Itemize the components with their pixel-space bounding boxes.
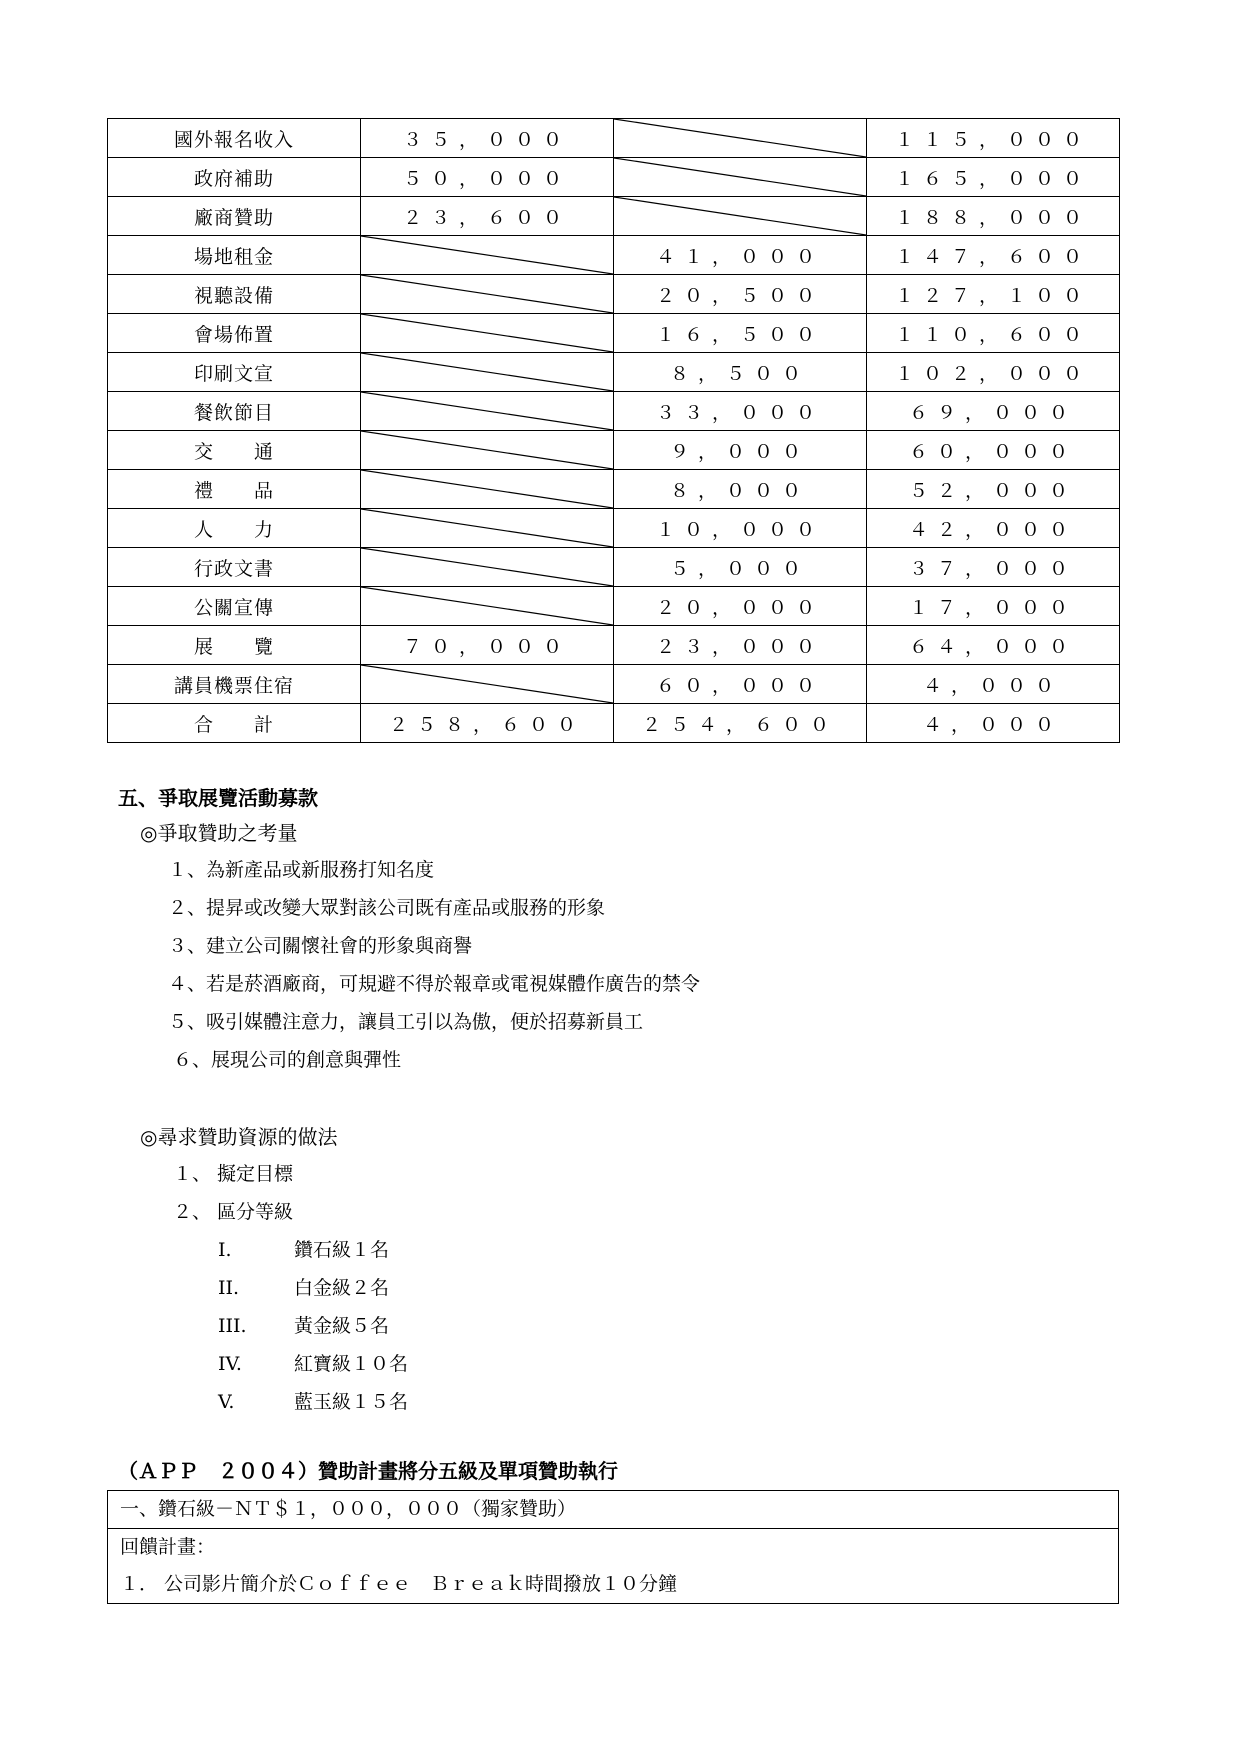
sponsorship-level-heading: 一、鑽石級－ＮＴ＄１，０００，０００（獨家贊助）	[120, 1498, 577, 1520]
budget-expense-cell: ２０，０００	[614, 587, 867, 626]
slash-mark	[361, 353, 613, 391]
budget-item-cell: 政府補助	[108, 158, 361, 197]
budget-balance-cell: １０２，０００	[867, 353, 1120, 392]
level-number: V.	[218, 1391, 235, 1413]
budget-income-cell: ３５，０００	[361, 119, 614, 158]
budget-row	[108, 431, 1120, 470]
budget-row	[108, 119, 1120, 158]
feedback-plan-item: １． 公司影片簡介於Ｃｏｆｆｅｅ Ｂｒｅａｋ時間撥放１０分鐘	[120, 1573, 678, 1595]
budget-row	[108, 587, 1120, 626]
budget-income-cell	[361, 392, 614, 431]
budget-balance-cell: ６０，０００	[867, 431, 1120, 470]
budget-row	[108, 314, 1120, 353]
level-item	[218, 1387, 408, 1414]
level-label: 鑽石級１名	[294, 1239, 390, 1261]
budget-table-body	[108, 119, 1120, 743]
consideration-item: ５、吸引媒體注意力，讓員工引以為傲，便於招募新員工	[168, 1011, 644, 1033]
budget-item-cell: 講員機票住宿	[108, 665, 361, 704]
sponsorship-title: （ＡＰＰ ２００４）贊助計畫將分五級及單項贊助執行	[118, 1459, 618, 1483]
budget-expense-cell: ６０，０００	[614, 665, 867, 704]
slash-mark	[614, 158, 866, 196]
budget-balance-cell: ４，０００	[867, 665, 1120, 704]
budget-item-cell: 交 通	[108, 431, 361, 470]
budget-balance-cell: ５２，０００	[867, 470, 1120, 509]
budget-expense-cell	[614, 158, 867, 197]
consideration-item: ４、若是菸酒廠商，可規避不得於報章或電視媒體作廣告的禁令	[168, 973, 701, 995]
level-item	[218, 1349, 408, 1376]
budget-income-cell: ５０，０００	[361, 158, 614, 197]
budget-row	[108, 704, 1120, 743]
methods-heading: ◎尋求贊助資源的做法	[140, 1125, 338, 1149]
level-number: III.	[218, 1315, 247, 1337]
budget-balance-cell: １７，０００	[867, 587, 1120, 626]
budget-balance-cell: ６９，０００	[867, 392, 1120, 431]
budget-expense-cell: ２５４，６００	[614, 704, 867, 743]
budget-balance-cell: １１０，６００	[867, 314, 1120, 353]
slash-mark	[614, 197, 866, 235]
budget-table	[107, 118, 1120, 743]
budget-row	[108, 665, 1120, 704]
budget-balance-cell: １６５，０００	[867, 158, 1120, 197]
budget-expense-cell	[614, 119, 867, 158]
budget-expense-cell: ２０，５００	[614, 275, 867, 314]
slash-mark	[361, 509, 613, 547]
budget-income-cell: ７０，０００	[361, 626, 614, 665]
budget-balance-cell: ４，０００	[867, 704, 1120, 743]
budget-expense-cell: ４１，０００	[614, 236, 867, 275]
budget-income-cell	[361, 314, 614, 353]
budget-row	[108, 353, 1120, 392]
budget-expense-cell: １０，０００	[614, 509, 867, 548]
section-title: 五、爭取展覽活動募款	[118, 786, 318, 810]
slash-mark	[361, 665, 613, 703]
budget-item-cell: 展 覽	[108, 626, 361, 665]
level-number: I.	[218, 1239, 232, 1261]
level-label: 紅寶級１０名	[294, 1353, 409, 1375]
consideration-item: ６、展現公司的創意與彈性	[173, 1049, 402, 1071]
consideration-item: １、為新產品或新服務打知名度	[168, 859, 435, 881]
budget-item-cell: 合 計	[108, 704, 361, 743]
budget-expense-cell: ５，０００	[614, 548, 867, 587]
budget-row	[108, 158, 1120, 197]
budget-item-cell: 國外報名收入	[108, 119, 361, 158]
budget-item-cell: 廠商贊助	[108, 197, 361, 236]
budget-item-cell: 行政文書	[108, 548, 361, 587]
budget-row	[108, 548, 1120, 587]
slash-mark	[361, 587, 613, 625]
budget-expense-cell: ２３，０００	[614, 626, 867, 665]
method-item: ２、 區分等級	[173, 1201, 294, 1223]
slash-mark	[361, 431, 613, 469]
budget-item-cell: 人 力	[108, 509, 361, 548]
budget-row	[108, 392, 1120, 431]
budget-row	[108, 275, 1120, 314]
budget-balance-cell: ６４，０００	[867, 626, 1120, 665]
slash-mark	[614, 119, 866, 157]
budget-income-cell	[361, 470, 614, 509]
slash-mark	[361, 236, 613, 274]
budget-row	[108, 509, 1120, 548]
slash-mark	[361, 470, 613, 508]
feedback-plan-label: 回饋計畫：	[108, 1528, 1118, 1566]
budget-item-cell: 印刷文宣	[108, 353, 361, 392]
level-label: 白金級２名	[294, 1277, 390, 1299]
budget-balance-cell: ４２，０００	[867, 509, 1120, 548]
budget-expense-cell: ９，０００	[614, 431, 867, 470]
budget-item-cell: 場地租金	[108, 236, 361, 275]
level-label: 黃金級５名	[294, 1315, 390, 1337]
level-number: IV.	[218, 1353, 242, 1375]
budget-income-cell	[361, 548, 614, 587]
budget-item-cell: 禮 品	[108, 470, 361, 509]
budget-item-cell: 會場佈置	[108, 314, 361, 353]
budget-balance-cell: ３７，０００	[867, 548, 1120, 587]
consideration-item: ２、提昇或改變大眾對該公司既有產品或服務的形象	[168, 897, 606, 919]
budget-row	[108, 470, 1120, 509]
budget-row	[108, 197, 1120, 236]
budget-income-cell	[361, 353, 614, 392]
budget-item-cell: 餐飲節目	[108, 392, 361, 431]
budget-expense-cell	[614, 197, 867, 236]
budget-income-cell	[361, 236, 614, 275]
slash-mark	[361, 392, 613, 430]
budget-balance-cell: １２７，１００	[867, 275, 1120, 314]
budget-row	[108, 236, 1120, 275]
budget-item-cell: 視聽設備	[108, 275, 361, 314]
budget-balance-cell: １４７，６００	[867, 236, 1120, 275]
level-number: II.	[218, 1277, 240, 1299]
budget-item-cell: 公關宣傳	[108, 587, 361, 626]
slash-mark	[361, 314, 613, 352]
consideration-item: ３、建立公司關懷社會的形象與商譽	[168, 935, 473, 957]
budget-row	[108, 626, 1120, 665]
level-item	[218, 1273, 389, 1300]
slash-mark	[361, 275, 613, 313]
budget-expense-cell: １６，５００	[614, 314, 867, 353]
budget-balance-cell: １１５，０００	[867, 119, 1120, 158]
considerations-heading: ◎爭取贊助之考量	[140, 821, 298, 845]
sponsorship-box	[107, 1490, 1119, 1604]
method-item: １、 擬定目標	[173, 1163, 294, 1185]
budget-income-cell: ２３，６００	[361, 197, 614, 236]
budget-income-cell	[361, 665, 614, 704]
budget-income-cell	[361, 275, 614, 314]
slash-mark	[361, 548, 613, 586]
budget-expense-cell: ８，５００	[614, 353, 867, 392]
level-label: 藍玉級１５名	[294, 1391, 409, 1413]
budget-income-cell	[361, 587, 614, 626]
budget-balance-cell: １８８，０００	[867, 197, 1120, 236]
level-item	[218, 1311, 389, 1338]
level-item	[218, 1235, 389, 1262]
budget-expense-cell: ３３，０００	[614, 392, 867, 431]
budget-income-cell	[361, 509, 614, 548]
budget-income-cell: ２５８，６００	[361, 704, 614, 743]
budget-expense-cell: ８，０００	[614, 470, 867, 509]
budget-income-cell	[361, 431, 614, 470]
